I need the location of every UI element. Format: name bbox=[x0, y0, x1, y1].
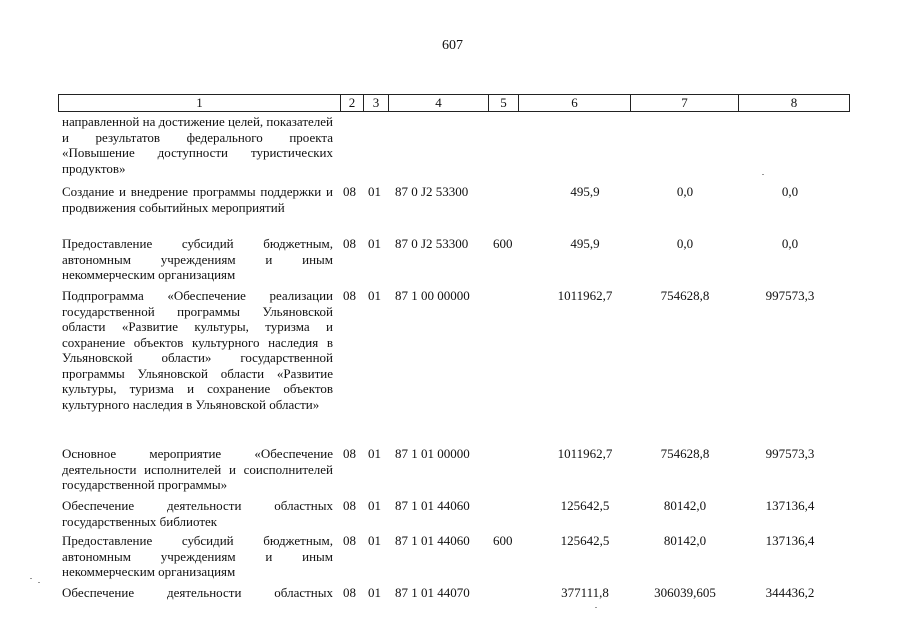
amount-col-8: 997573,3 bbox=[765, 288, 815, 303]
target-article-code: 87 0 J2 53300 bbox=[395, 184, 469, 199]
target-article-code: 87 1 01 44070 bbox=[395, 585, 470, 600]
scan-speck bbox=[38, 582, 40, 583]
amount-col-7: 306039,605 bbox=[654, 585, 716, 600]
amount-col-6: 1011962,7 bbox=[557, 446, 613, 461]
target-article-code: 87 1 01 44060 bbox=[395, 533, 470, 548]
row-description: Обеспечение деятельности областных государственных библиотек bbox=[62, 498, 333, 529]
table-header bbox=[58, 94, 850, 112]
amount-col-6: 125642,5 bbox=[560, 498, 610, 513]
amount-col-7: 0,0 bbox=[676, 184, 694, 199]
amount-col-6: 495,9 bbox=[570, 184, 600, 199]
subsection-code: 01 bbox=[368, 446, 381, 461]
amount-col-7: 0,0 bbox=[676, 236, 694, 251]
amount-col-7: 80142,0 bbox=[663, 533, 707, 548]
row-description: Подпрограмма «Обеспечение реализации государственной программы Ульяновской области «Развитие культуры, туризма и сохранение объектов культурного наследия в Ульяновской области» государственной программы Ульяновской области «Развитие культуры, туризма и сохранение объектов культурного наследия в Ульяновской области» bbox=[62, 288, 333, 412]
target-article-code: 87 0 J2 53300 bbox=[395, 236, 469, 251]
expense-type-code: 600 bbox=[493, 533, 513, 548]
amount-col-8: 997573,3 bbox=[765, 446, 815, 461]
amount-col-8: 0,0 bbox=[781, 184, 799, 199]
row-description: Предоставление субсидий бюджетным, автономным учреждениям и иным некоммерческим организациям bbox=[62, 236, 333, 282]
subsection-code: 01 bbox=[368, 184, 381, 199]
header-col-6: 6 bbox=[519, 95, 631, 111]
expense-type-code: 600 bbox=[493, 236, 513, 251]
amount-col-8: 0,0 bbox=[781, 236, 799, 251]
page-number: 607 bbox=[442, 38, 463, 53]
amount-col-6: 125642,5 bbox=[560, 533, 610, 548]
subsection-code: 01 bbox=[368, 498, 381, 513]
section-code: 08 bbox=[343, 533, 356, 548]
section-code: 08 bbox=[343, 446, 356, 461]
header-col-7: 7 bbox=[631, 95, 739, 111]
scan-speck bbox=[595, 607, 597, 608]
header-col-4: 4 bbox=[389, 95, 489, 111]
amount-col-8: 137136,4 bbox=[765, 498, 815, 513]
amount-col-7: 754628,8 bbox=[660, 288, 710, 303]
amount-col-6: 1011962,7 bbox=[557, 288, 613, 303]
amount-col-6: 377111,8 bbox=[561, 585, 609, 600]
section-code: 08 bbox=[343, 288, 356, 303]
amount-col-7: 80142,0 bbox=[663, 498, 707, 513]
scan-speck bbox=[762, 174, 764, 175]
header-col-3: 3 bbox=[364, 95, 389, 111]
header-col-5: 5 bbox=[489, 95, 519, 111]
amount-col-8: 344436,2 bbox=[765, 585, 815, 600]
row-description: направленной на достижение целей, показателей и результатов федерального проекта «Повышение доступности туристических продуктов» bbox=[62, 114, 333, 176]
header-col-2: 2 bbox=[341, 95, 364, 111]
subsection-code: 01 bbox=[368, 288, 381, 303]
target-article-code: 87 1 00 00000 bbox=[395, 288, 470, 303]
subsection-code: 01 bbox=[368, 585, 381, 600]
header-col-8: 8 bbox=[790, 95, 798, 110]
row-description: Обеспечение деятельности областных bbox=[62, 585, 333, 600]
subsection-code: 01 bbox=[368, 533, 381, 548]
target-article-code: 87 1 01 44060 bbox=[395, 498, 470, 513]
amount-col-7: 754628,8 bbox=[660, 446, 710, 461]
subsection-code: 01 bbox=[368, 236, 381, 251]
row-description: Предоставление субсидий бюджетным, автономным учреждениям и иным некоммерческим организациям bbox=[62, 533, 333, 579]
row-description: Основное мероприятие «Обеспечение деятельности исполнителей и соисполнителей государственной программы» bbox=[62, 446, 333, 492]
target-article-code: 87 1 01 00000 bbox=[395, 446, 470, 461]
amount-col-6: 495,9 bbox=[570, 236, 600, 251]
row-description: Создание и внедрение программы поддержки и продвижения событийных мероприятий bbox=[62, 184, 333, 215]
section-code: 08 bbox=[343, 184, 356, 199]
section-code: 08 bbox=[343, 585, 356, 600]
amount-col-8: 137136,4 bbox=[765, 533, 815, 548]
section-code: 08 bbox=[343, 498, 356, 513]
header-col-1: 1 bbox=[59, 95, 341, 111]
scan-speck bbox=[30, 578, 32, 579]
section-code: 08 bbox=[343, 236, 356, 251]
